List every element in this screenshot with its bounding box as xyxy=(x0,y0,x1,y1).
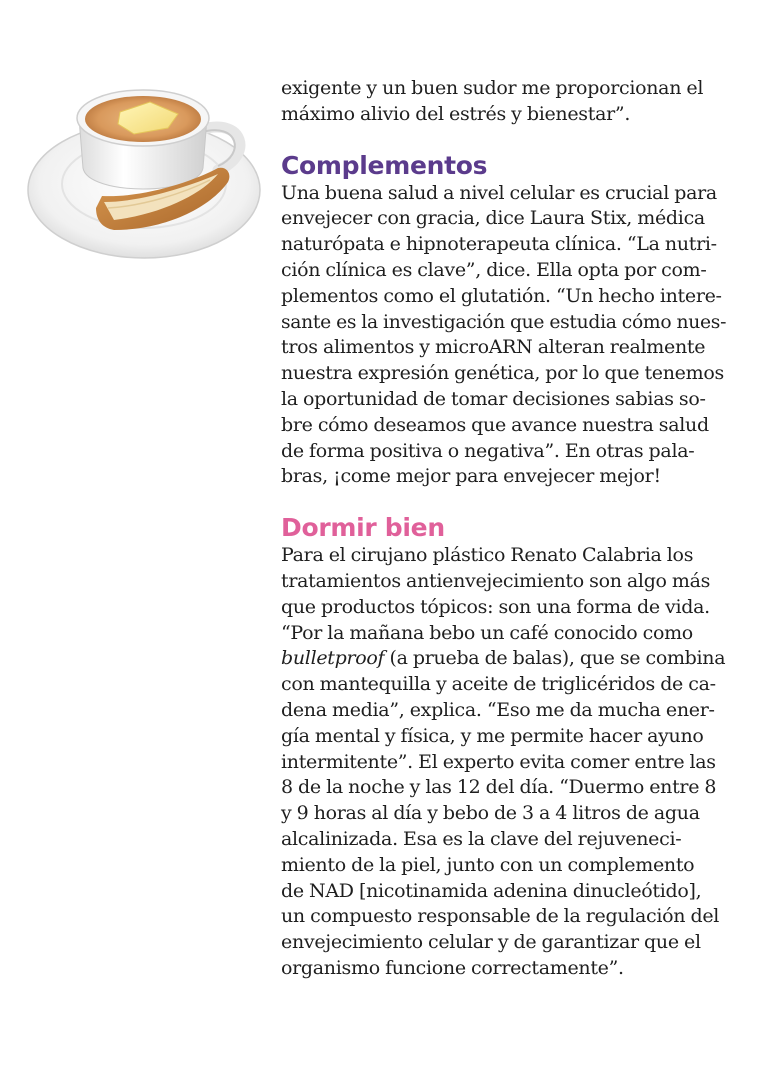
text-line: sante es la investigación que estudia cómo nues- xyxy=(281,310,727,333)
text-line: exigente y un buen sudor me proporcionan el xyxy=(281,77,704,99)
text-line: miento de la piel, junto con un complemento xyxy=(281,853,695,876)
text-line: un compuesto responsable de la regulación del xyxy=(281,905,720,928)
text-line: ción clínica es clave”, dice. Ella opta por com- xyxy=(281,258,707,281)
coffee-cup-with-butter-and-toast-icon xyxy=(22,78,267,268)
section-heading-dormir-bien: Dormir bien xyxy=(281,513,445,543)
text-line: máximo alivio del estrés y bienestar”. xyxy=(281,102,631,125)
text-line: dena media”, explica. “Eso me da mucha ener- xyxy=(281,698,715,721)
text-line: con mantequilla y aceite de triglicéridos de ca- xyxy=(281,673,716,696)
text-line: Para el cirujano plástico Renato Calabria los xyxy=(281,544,694,567)
text-line: envejecimiento celular y de garantizar que el xyxy=(281,931,701,954)
text-fragment: (a prueba de balas), que se combina xyxy=(384,647,726,670)
text-line: alcalinizada. Esa es la clave del rejuveneci- xyxy=(281,827,682,850)
complementos-paragraph xyxy=(281,181,726,491)
text-line: organismo funcione correctamente”. xyxy=(281,956,624,979)
text-line: Una buena salud a nivel celular es crucial para xyxy=(281,181,717,204)
text-line: bras, ¡come mejor para envejecer mejor! xyxy=(281,465,661,488)
text-line-mixed xyxy=(281,646,726,672)
text-line: de NAD [nicotinamida adenina dinucleótido], xyxy=(281,879,702,902)
text-line: envejecer con gracia, dice Laura Stix, médica xyxy=(281,207,705,230)
text-line: y 9 horas al día y bebo de 3 a 4 litros de agua xyxy=(281,802,700,825)
dormir-paragraph xyxy=(281,543,726,982)
section-heading-complementos: Complementos xyxy=(281,150,488,180)
text-line: intermitente”. El experto evita comer entre las xyxy=(281,750,716,773)
italic-term: bulletproof xyxy=(281,647,385,670)
text-line: “Por la mañana bebo un café conocido como xyxy=(281,621,693,644)
text-line: tros alimentos y microARN alteran realmente xyxy=(281,336,706,359)
text-line: nuestra expresión genética, por lo que tenemos xyxy=(281,362,724,385)
text-line: gía mental y física, y me permite hacer ayuno xyxy=(281,724,704,747)
text-line: la oportunidad de tomar decisiones sabias so- xyxy=(281,387,706,410)
text-line: que productos tópicos: son una forma de vida. xyxy=(281,595,710,618)
text-line: 8 de la noche y las 12 del día. “Duermo entre 8 xyxy=(281,776,717,799)
text-line: tratamientos antienvejecimiento son algo más xyxy=(281,569,711,592)
article-column xyxy=(281,76,726,982)
intro-paragraph xyxy=(281,76,726,128)
text-line: bre cómo deseamos que avance nuestra salud xyxy=(281,413,709,436)
text-line: de forma positiva o negativa”. En otras pala- xyxy=(281,439,695,462)
text-line: plementos como el glutatión. “Un hecho intere- xyxy=(281,284,722,307)
text-line: naturópata e hipnoterapeuta clínica. “La nutri- xyxy=(281,233,717,256)
